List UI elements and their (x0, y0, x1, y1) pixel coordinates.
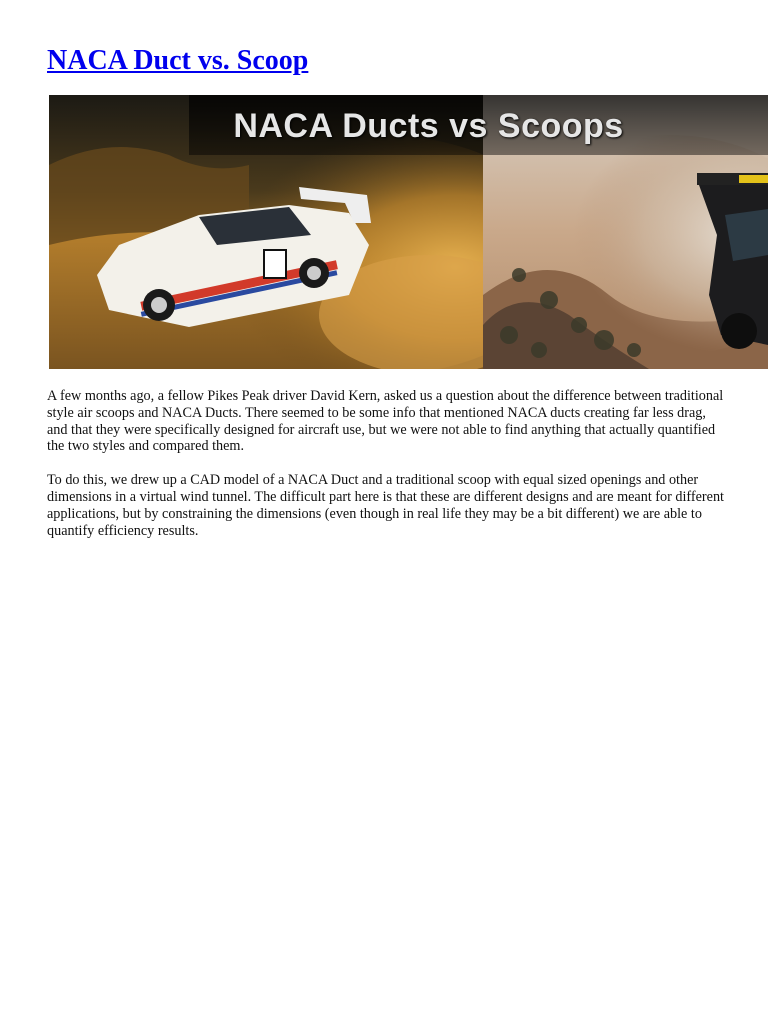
hero-image (49, 95, 768, 369)
paragraph: A few months ago, a fellow Pikes Peak driver David Kern, asked us a question about the difference between traditional style air scoops and NACA Ducts. There seemed to be some info that mentioned NACA ducts creating far less drag, and that they were specifically designed for aircraft use, but we were not able to find anything that actually quantified the two styles and compared them. (47, 388, 724, 455)
hero-caption: NACA Ducts vs Scoops (233, 107, 624, 145)
article-title-link[interactable]: NACA Duct vs. Scoop (47, 45, 309, 76)
article-body (47, 388, 727, 556)
paragraph: To do this, we drew up a CAD model of a NACA Duct and a traditional scoop with equal sized openings and other dimensions in a virtual wind tunnel. The difficult part here is that these are different designs and are meant for different applications, but by constraining the dimensions (even though in real life they may be a bit different) we are able to quantify efficiency results. (47, 472, 724, 539)
